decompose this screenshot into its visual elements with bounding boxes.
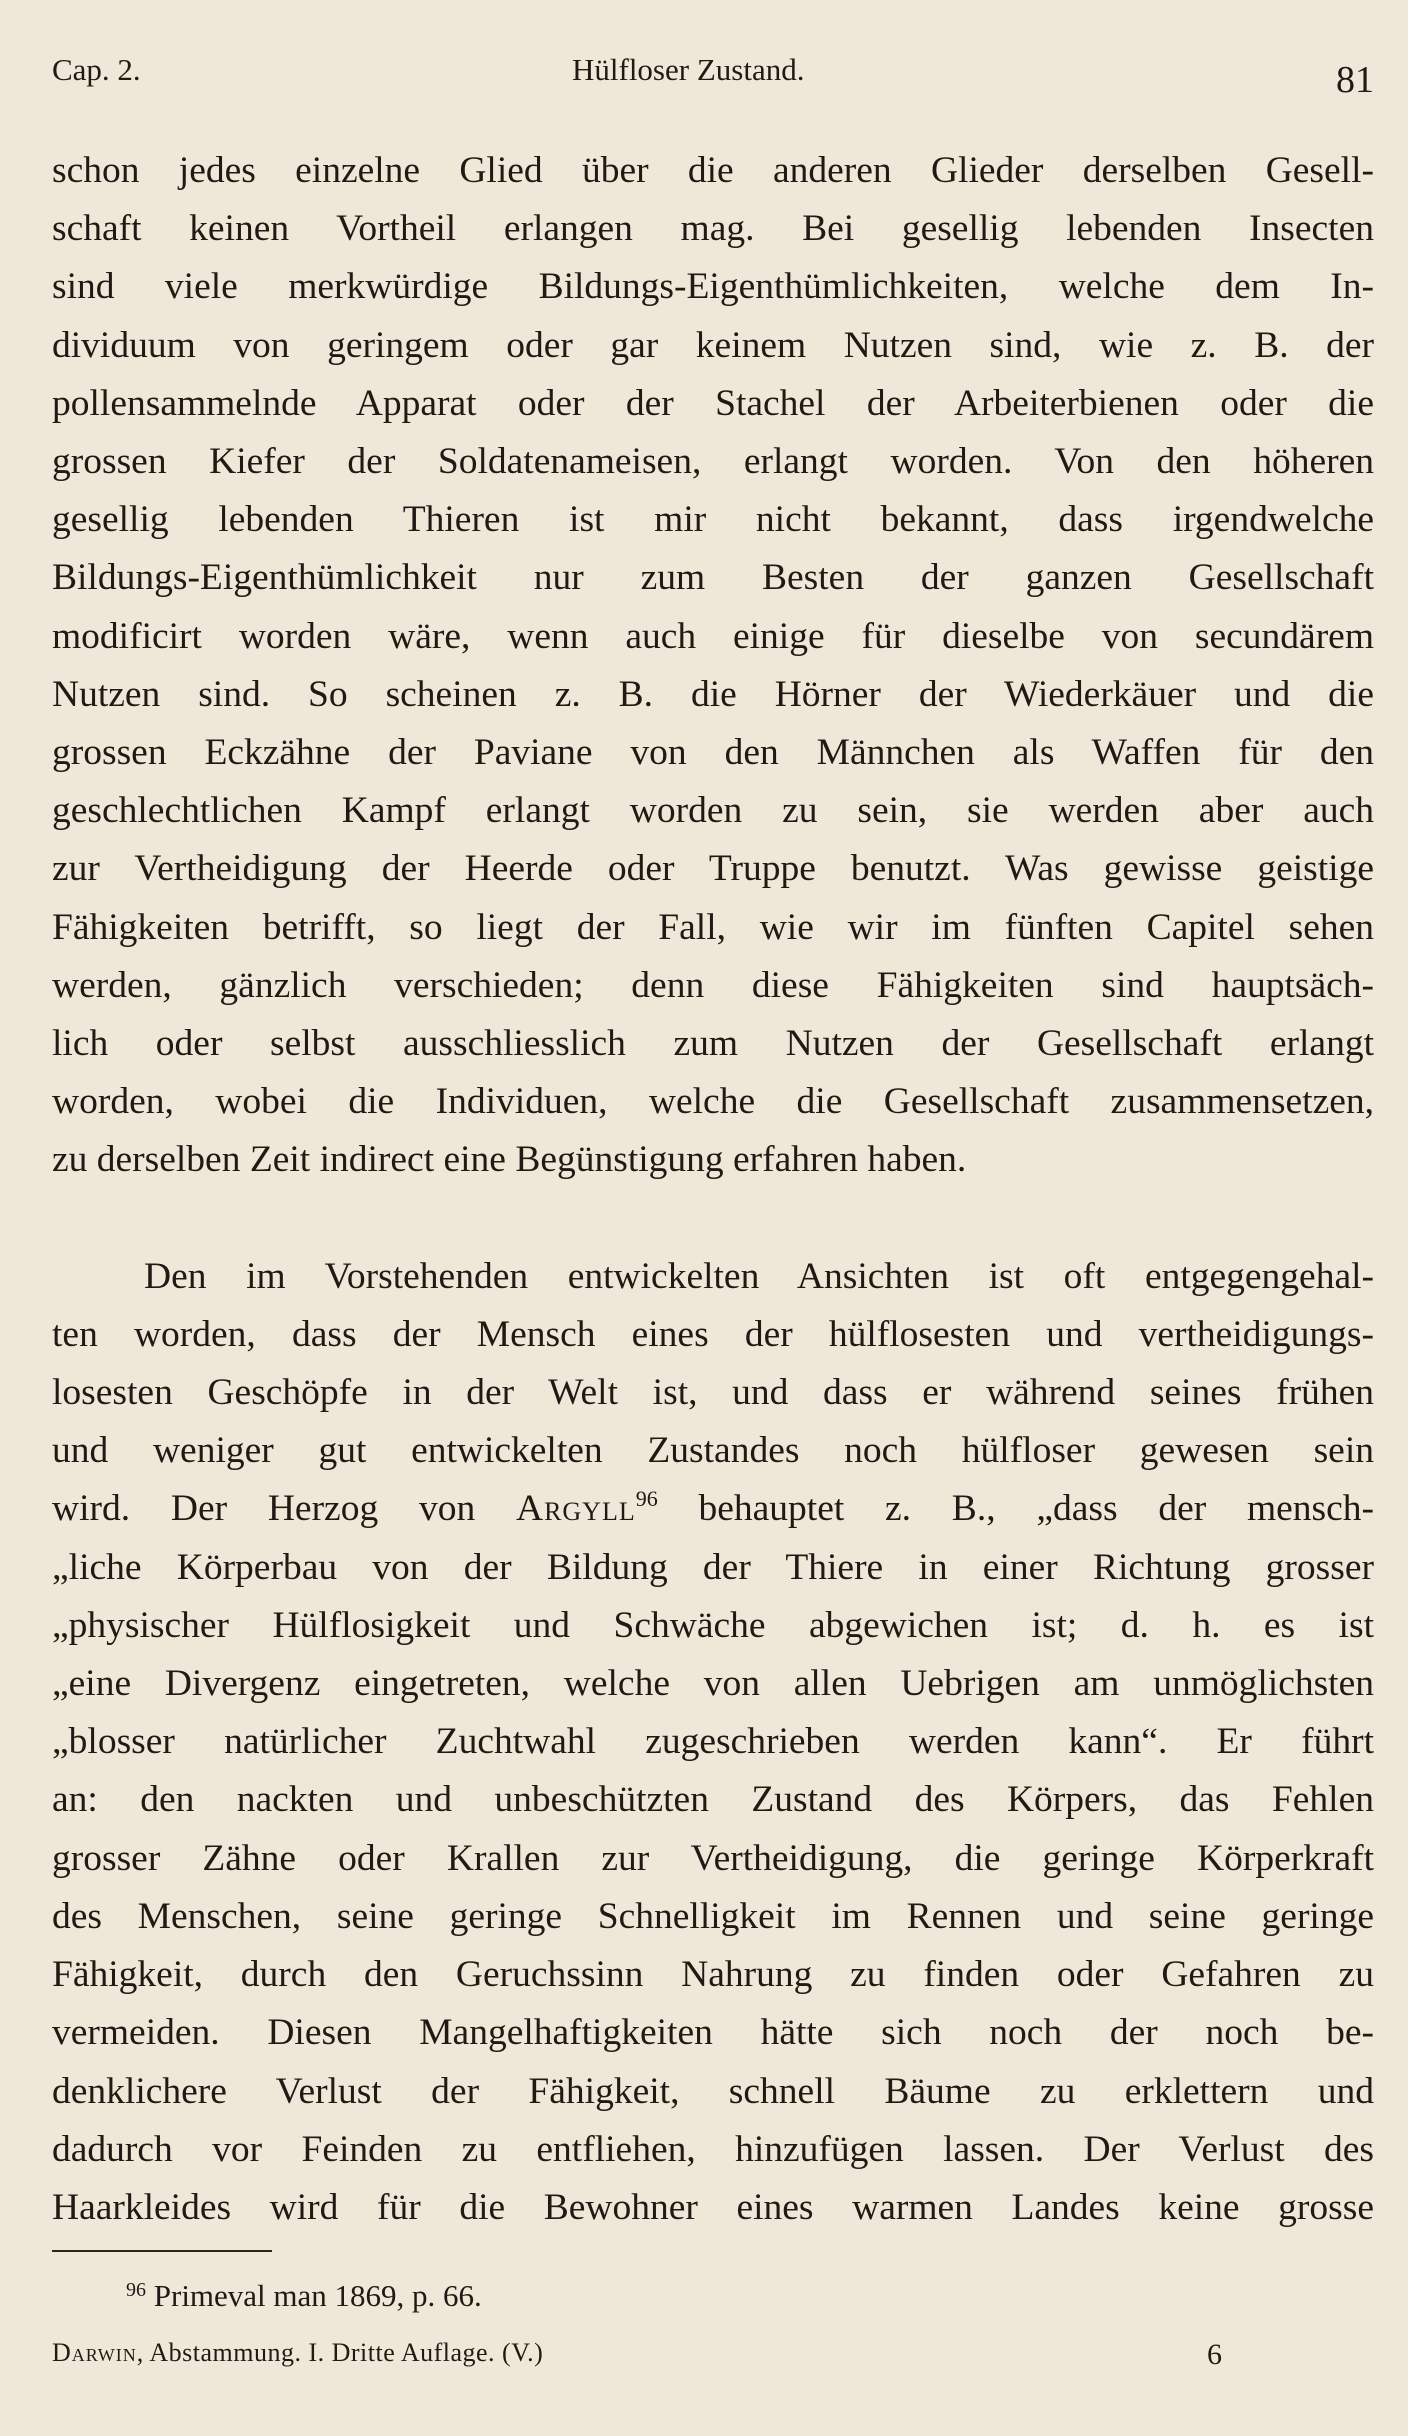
author-name: Argyll [515,1488,636,1530]
text-line: denklichere Verlust der Fähigkeit, schnell Bäume zu erklettern und [52,2070,1374,2112]
text-line: modificirt worden wäre, wenn auch einige für dieselbe von secundärem [52,615,1374,657]
text-line: „liche Körperbau von der Bildung der Thiere in einer Richtung grosser [52,1546,1374,1588]
text-line: Bildungs-Eigenthümlichkeit nur zum Besten der ganzen Gesellschaft [52,557,1374,599]
text-fragment: wird. Der Herzog von [52,1488,516,1530]
text-line: Haarkleides wird für die Bewohner eines warmen Landes keine grosse [52,2186,1374,2228]
text-line: Nutzen sind. So scheinen z. B. die Hörner der Wiederkäuer und die [52,673,1374,715]
chapter-label: Cap. 2. [52,52,141,87]
text-line: gesellig lebenden Thieren ist mir nicht bekannt, dass irgendwelche [52,499,1374,541]
text-line: Den im Vorstehenden entwickelten Ansichten ist oft entgegengehal- [144,1255,1374,1297]
text-line: an: den nackten und unbeschützten Zustand des Körpers, das Fehlen [52,1779,1374,1821]
body-text [52,142,1374,2237]
text-line: dadurch vor Feinden zu entfliehen, hinzufügen lassen. Der Verlust des [52,2128,1374,2170]
text-line: „blosser natürlicher Zuchtwahl zugeschrieben werden kann“. Er führt [52,1721,1374,1763]
paragraph-gap [52,1190,1374,1248]
signature-author: Darwin [52,2338,137,2367]
running-title: Hülfloser Zustand. [572,52,805,87]
text-line: grossen Kiefer der Soldatenameisen, erlangt worden. Von den höheren [52,441,1374,483]
text-line: grossen Eckzähne der Paviane von den Männchen als Waffen für den [52,732,1374,774]
text-line: geschlechtlichen Kampf erlangt worden zu sein, sie werden aber auch [52,790,1374,832]
text-line: zu derselben Zeit indirect eine Begünstigung erfahren haben. [52,1139,967,1181]
footnote-reference: 96 [635,1486,658,1512]
text-line: schon jedes einzelne Glied über die anderen Glieder derselben Gesell- [52,150,1374,191]
text-line: dividuum von geringem oder gar keinem Nutzen sind, wie z. B. der [52,324,1374,366]
footnote-rule [52,2250,272,2252]
text-line: pollensammelnde Apparat oder der Stachel der Arbeiterbienen oder die [52,382,1374,424]
text-line: des Menschen, seine geringe Schnelligkeit im Rennen und seine geringe [52,1895,1374,1937]
text-line: zur Vertheidigung der Heerde oder Truppe benutzt. Was gewisse geistige [52,848,1374,890]
text-line: worden, wobei die Individuen, welche die Gesellschaft zusammensetzen, [52,1081,1374,1123]
paragraph-1 [52,142,1374,1190]
footnote-number: 96 [126,2279,146,2301]
footnote-text: Primeval man 1869, p. 66. [153,2278,482,2313]
running-header [52,44,1374,114]
text-line: „eine Divergenz eingetreten, welche von allen Uebrigen am unmöglichsten [52,1663,1374,1705]
text-line: vermeiden. Diesen Mangelhaftigkeiten hätte sich noch der noch be- [52,2012,1374,2054]
paragraph-2 [52,1248,1374,2237]
text-line: Fähigkeit, durch den Geruchssinn Nahrung zu finden oder Gefahren zu [52,1954,1374,1996]
page-number: 81 [1336,59,1374,101]
text-line: Fähigkeiten betrifft, so liegt der Fall, wie wir im fünften Capitel sehen [52,906,1374,948]
signature-sheet-number: 6 [1207,2338,1222,2371]
signature-text [52,2338,543,2368]
text-line: werden, gänzlich verschieden; denn diese Fähigkeiten sind hauptsäch- [52,964,1374,1006]
text-line: und weniger gut entwickelten Zustandes noch hülfloser gewesen sein [52,1430,1374,1472]
text-line: „physischer Hülflosigkeit und Schwäche abgewichen ist; d. h. es ist [52,1604,1374,1646]
text-line [52,1480,1374,1538]
text-line: lich oder selbst ausschliesslich zum Nutzen der Gesellschaft erlangt [52,1023,1374,1065]
text-fragment: behauptet z. B., „dass der mensch- [657,1488,1374,1530]
signature-title: , Abstammung. I. Dritte Auflage. (V.) [136,2338,544,2367]
text-line: ten worden, dass der Mensch eines der hülflosesten und vertheidigungs- [52,1313,1374,1355]
text-line: losesten Geschöpfe in der Welt ist, und dass er während seines frühen [52,1372,1374,1414]
paragraph-2-continued [52,1539,1374,2237]
footnote [126,2278,482,2314]
text-line: sind viele merkwürdige Bildungs-Eigenthümlichkeiten, welche dem In- [52,266,1374,308]
text-line: grosser Zähne oder Krallen zur Vertheidigung, die geringe Körperkraft [52,1837,1374,1879]
text-line: schaft keinen Vortheil erlangen mag. Bei gesellig lebenden Insecten [52,208,1374,250]
